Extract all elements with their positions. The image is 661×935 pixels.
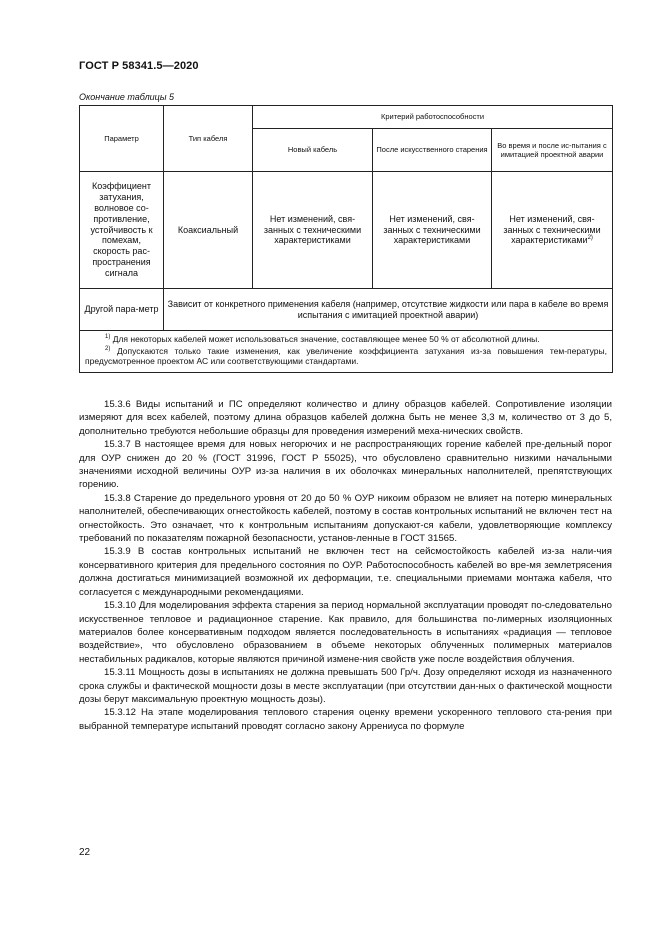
table-notes xyxy=(80,331,613,373)
paragraph-15-3-6: 15.3.6 Виды испытаний и ПС определяют количество и длину образцов кабелей. Сопротивление изоляции измеряют для всех кабелей, поэтому длина образцов кабелей должна быть не менее 3,3 м, количество от 3 до 5, дополнительно требуются небольшие образцы для проведения измерений меха-нических свойств. xyxy=(79,399,612,437)
paragraph-15-3-7: 15.3.7 В настоящее время для новых негорючих и не распространяющих горение кабелей пре-дельный порог для ОУР снижен до 20 % (ГОСТ 31996, ГОСТ Р 55025), что обусловлено сравнительно низкими начальными значениями исходной величины ОУР из-за наличия в их оболочках минеральных наполнителей, препятствующих горению. xyxy=(79,439,612,491)
cell-param: Коэффициент затухания, волновое со-противление, устойчивость к помехам, скорость рас-пространения сигнала xyxy=(80,172,164,289)
header-criterion: Критерий работоспособности xyxy=(253,106,613,129)
paragraph-15-3-9: 15.3.9 В состав контрольных испытаний не включен тест на сейсмостойкость кабелей из-за нали-чия консервативного критерия для предельного состояния по ОУР. Работоспособность кабелей во вре-мя землетрясения должна достигаться минимизацией возможной их деформации, т.е. специальными приемами монтажа кабеля, что согласуется с международными рекомендациями. xyxy=(79,546,612,598)
note-text: Для некоторых кабелей может использоваться значение, составляющее менее 50 % от абсолютной длины. xyxy=(112,334,540,344)
table-notes-row xyxy=(80,331,613,373)
cell-during-accident-text: Нет изменений, свя-занных с техническими характеристиками xyxy=(503,213,601,246)
cell-during-accident xyxy=(492,172,613,289)
note-text: Допускаются только такие изменения, как увеличение коэффициента затухания из-за повышения тем-пературы, предусмотренное проектом АС или соответствующими стандартами. xyxy=(85,346,607,367)
table-row xyxy=(80,172,613,289)
page-number: 22 xyxy=(79,847,91,858)
cell-after-aging: Нет изменений, свя-занных с техническими характеристиками xyxy=(373,172,492,289)
header-cable-type: Тип кабеля xyxy=(164,106,253,172)
table-note xyxy=(85,334,607,344)
table-caption: Окончание таблицы 5 xyxy=(79,92,174,102)
table-note xyxy=(85,346,607,366)
header-during-accident: Во время и после ис-пытания с имитацией проектной аварии xyxy=(492,129,613,172)
header-after-aging: После искусственного старения xyxy=(373,129,492,172)
body-text xyxy=(79,398,612,733)
header-new-cable: Новый кабель xyxy=(253,129,373,172)
cell-cable-type: Коаксиальный xyxy=(164,172,253,289)
paragraph-15-3-12: 15.3.12 На этапе моделирования теплового старения оценку времени ускоренного теплового ста-рения при выбранной температуре испытаний проводят согласно закону Аррениуса по формуле xyxy=(79,707,612,732)
cell-new-cable: Нет изменений, свя-занных с техническими характеристиками xyxy=(253,172,373,289)
note-ref: 2) xyxy=(105,346,111,353)
table-row xyxy=(80,289,613,331)
document-header: ГОСТ Р 58341.5—2020 xyxy=(79,60,199,72)
header-param: Параметр xyxy=(80,106,164,172)
table-5 xyxy=(79,105,613,373)
paragraph-15-3-11: 15.3.11 Мощность дозы в испытаниях не должна превышать 500 Гр/ч. Дозу определяют исходя из назначенного срока службы и фактической мощности дозы в месте эксплуатации (при отсутствии дан-ных о фактической мощности дозы берут максимальную проектную мощность дозы). xyxy=(79,667,612,705)
cell-param: Другой пара-метр xyxy=(80,289,164,331)
cell-merged: Зависит от конкретного применения кабеля (например, отсутствие жидкости или пара в кабеле во время испытания с имитацией проектной аварии) xyxy=(164,289,613,331)
footnote-ref: 2) xyxy=(587,235,593,242)
paragraph-15-3-8: 15.3.8 Старение до предельного уровня от 20 до 50 % ОУР никоим образом не влияет на потерю минеральных наполнителей, обеспечивающих огнестойкость кабелей, поэтому в состав контрольных испытаний не включен тест на огнестойкость. Это означает, что к контрольным испытаниям допускают-ся кабели, удовлетворяющие комплексу требований по показателям пожарной безопасности, установ-ленные в ГОСТ 31565. xyxy=(79,492,612,545)
paragraph-15-3-10: 15.3.10 Для моделирования эффекта старения за период нормальной эксплуатации проводят по-следовательно искусственное тепловое и радиационное старение. Как правило, для большинства по-лимерных изоляционных материалов более консервативным подходом является последовательность в испытаниях «радиация — тепловое воздействие», что обусловлено образованием в объеме некоторых облученных полимерных материалов нестабильных радикалов, которые являются причиной измене-ния свойств уже после воздействия облучения. xyxy=(79,600,612,665)
note-ref: 1) xyxy=(105,334,111,341)
